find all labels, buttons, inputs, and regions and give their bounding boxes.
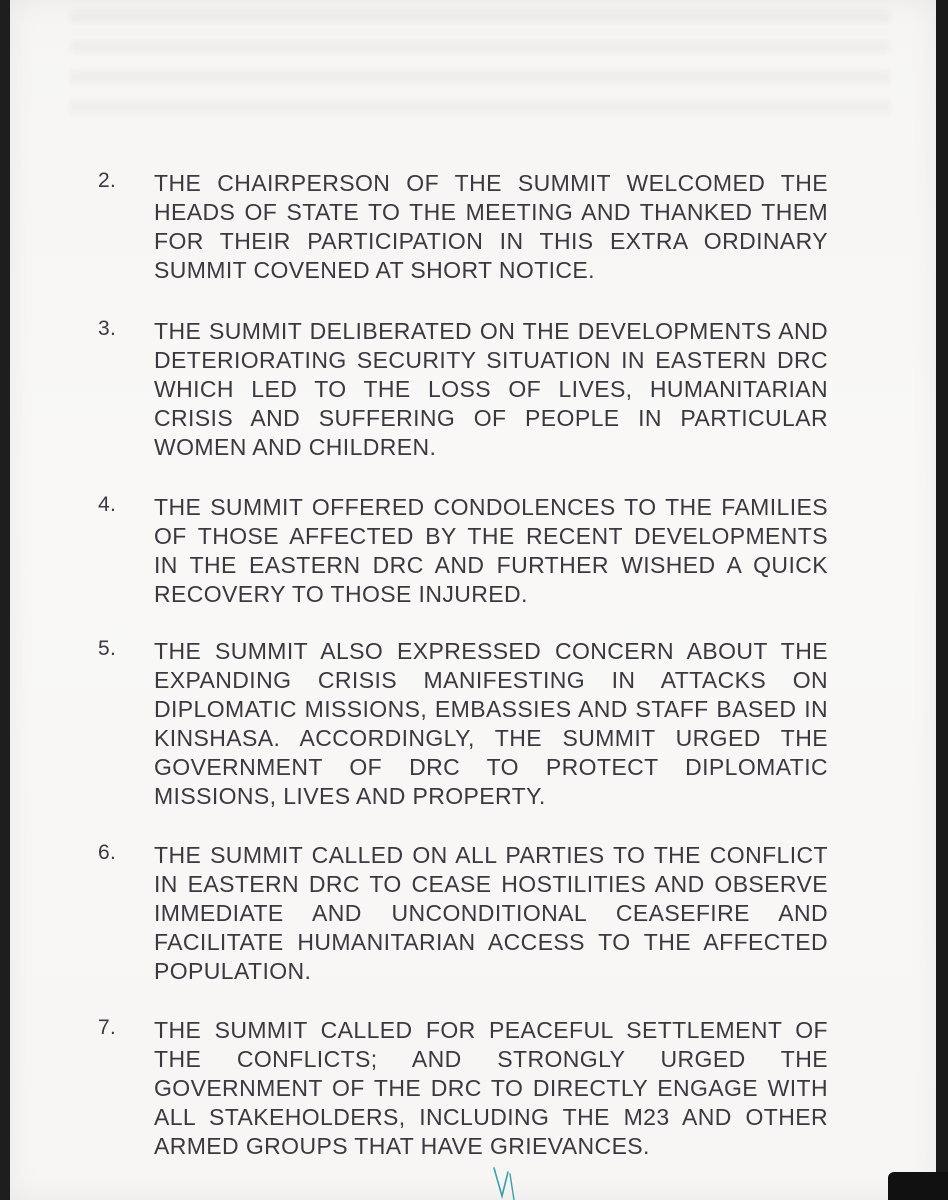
signature-initials-mark xyxy=(488,1166,528,1200)
paragraph-number: 5. xyxy=(98,637,117,660)
paragraph-number: 4. xyxy=(98,493,117,516)
paragraph-number: 6. xyxy=(98,841,117,864)
paragraph-text: THE SUMMIT OFFERED CONDOLENCES TO THE FAMILIES OF THOSE AFFECTED BY THE RECENT DEVELOPMENTS IN THE EASTERN DRC AND FURTHER WISHED A QUICK RECOVERY TO THOSE INJURED. xyxy=(154,494,828,607)
paragraph-number: 2. xyxy=(98,169,117,192)
corner-shadow xyxy=(888,1172,948,1200)
paragraph-text: THE SUMMIT DELIBERATED ON THE DEVELOPMENTS AND DETERIORATING SECURITY SITUATION IN EASTERN DRC WHICH LED TO THE LOSS OF LIVES, HUMANITARIAN CRISIS AND SUFFERING OF PEOPLE IN PARTICULAR WOMEN AND CHILDREN. xyxy=(154,318,828,460)
paragraph-number: 3. xyxy=(98,317,117,340)
paragraph-text: THE SUMMIT CALLED FOR PEACEFUL SETTLEMENT OF THE CONFLICTS; AND STRONGLY URGED THE GOVERNMENT OF THE DRC TO DIRECTLY ENGAGE WITH ALL STAKEHOLDERS, INCLUDING THE M23 AND OTHER ARMED GROUPS THAT HAVE GRIEVANCES. xyxy=(154,1017,828,1159)
paragraph-text: THE CHAIRPERSON OF THE SUMMIT WELCOMED THE HEADS OF STATE TO THE MEETING AND THANKED THEM FOR THEIR PARTICIPATION IN THIS EXTRA ORDINARY SUMMIT COVENED AT SHORT NOTICE. xyxy=(154,170,828,283)
paragraph-number: 7. xyxy=(98,1016,117,1039)
paragraph-text: THE SUMMIT ALSO EXPRESSED CONCERN ABOUT THE EXPANDING CRISIS MANIFESTING IN ATTACKS ON DIPLOMATIC MISSIONS, EMBASSIES AND STAFF BASED IN KINSHASA. ACCORDINGLY, THE SUMMIT URGED THE GOVERNMENT OF DRC TO PROTECT DIPLOMATIC MISSIONS, LIVES AND PROPERTY. xyxy=(154,638,828,809)
paragraph-text: THE SUMMIT CALLED ON ALL PARTIES TO THE CONFLICT IN EASTERN DRC TO CEASE HOSTILITIES AND OBSERVE IMMEDIATE AND UNCONDITIONAL CEASEFIRE AND FACILITATE HUMANITARIAN ACCESS TO THE AFFECTED POPULATION. xyxy=(154,842,828,984)
